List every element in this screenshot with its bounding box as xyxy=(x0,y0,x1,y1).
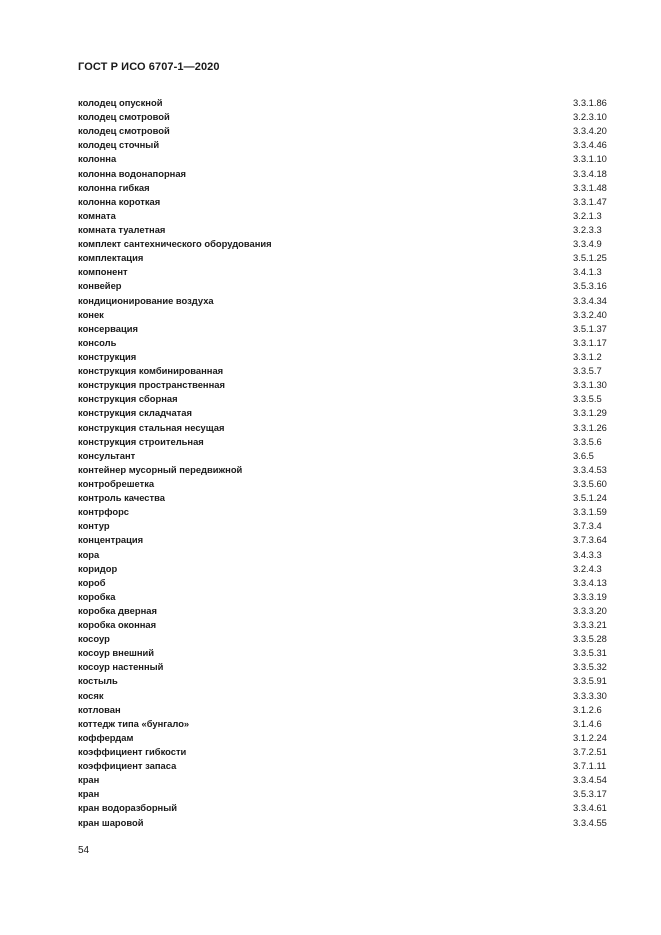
index-row xyxy=(78,660,611,674)
index-term: конструкция складчатая xyxy=(78,407,192,419)
index-row xyxy=(78,237,611,251)
index-row xyxy=(78,364,611,378)
index-row xyxy=(78,548,611,562)
index-row xyxy=(78,449,611,463)
index-code: 3.3.5.60 xyxy=(573,477,607,489)
index-code: 3.3.5.31 xyxy=(573,647,607,659)
index-code: 3.4.1.3 xyxy=(573,266,602,278)
index-code: 3.3.4.46 xyxy=(573,139,607,151)
index-row xyxy=(78,322,611,336)
index-row xyxy=(78,703,611,717)
index-term: колонна водонапорная xyxy=(78,167,187,179)
index-code: 3.3.2.40 xyxy=(573,308,607,320)
index-term: коридор xyxy=(78,562,118,574)
index-row xyxy=(78,576,611,590)
index-term: конек xyxy=(78,308,104,320)
index-row xyxy=(78,294,611,308)
index-code: 3.3.1.59 xyxy=(573,506,607,518)
index-row xyxy=(78,124,611,138)
index-term: кран водоразборный xyxy=(78,802,177,814)
index-term: косоур внешний xyxy=(78,647,155,659)
index-code: 3.3.4.9 xyxy=(573,238,602,250)
index-row xyxy=(78,435,611,449)
index-term: контробрешетка xyxy=(78,477,155,489)
index-code: 3.3.3.20 xyxy=(573,604,607,616)
index-code: 3.3.3.30 xyxy=(573,689,607,701)
index-term: коттедж типа «бунгало» xyxy=(78,717,190,729)
index-term: котлован xyxy=(78,703,121,715)
index-row xyxy=(78,308,611,322)
index-row xyxy=(78,223,611,237)
index-code: 3.1.2.6 xyxy=(573,703,602,715)
index-row xyxy=(78,759,611,773)
index-term: концентрация xyxy=(78,534,144,546)
term-index-list xyxy=(78,96,611,830)
index-code: 3.3.5.7 xyxy=(573,365,602,377)
index-term: конструкция сборная xyxy=(78,393,178,405)
index-row xyxy=(78,265,611,279)
index-term: конструкция пространственная xyxy=(78,379,225,391)
index-code: 3.2.3.3 xyxy=(573,223,602,235)
index-code: 3.3.5.6 xyxy=(573,435,602,447)
index-row xyxy=(78,279,611,293)
index-code: 3.7.1.11 xyxy=(573,760,607,772)
index-row xyxy=(78,110,611,124)
index-term: компонент xyxy=(78,266,128,278)
index-code: 3.3.4.55 xyxy=(573,816,607,828)
index-term: кондиционирование воздуха xyxy=(78,294,214,306)
index-code: 3.6.5 xyxy=(573,449,594,461)
index-term: контрфорс xyxy=(78,506,130,518)
index-term: комплект сантехнического оборудования xyxy=(78,238,272,250)
index-term: коробка xyxy=(78,590,116,602)
index-term: косоур настенный xyxy=(78,661,164,673)
index-row xyxy=(78,745,611,759)
index-row xyxy=(78,195,611,209)
index-code: 3.3.1.10 xyxy=(573,153,607,165)
index-term: короб xyxy=(78,576,106,588)
index-code: 3.7.2.51 xyxy=(573,746,607,758)
index-row xyxy=(78,392,611,406)
index-term: конструкция xyxy=(78,350,137,362)
index-term: конструкция стальная несущая xyxy=(78,421,225,433)
index-term: контроль качества xyxy=(78,492,165,504)
index-row xyxy=(78,519,611,533)
index-row xyxy=(78,562,611,576)
index-term: колодец смотровой xyxy=(78,125,170,137)
index-row xyxy=(78,604,611,618)
index-term: контур xyxy=(78,520,110,532)
index-term: комната туалетная xyxy=(78,223,166,235)
index-term: комната xyxy=(78,209,116,221)
index-term: косоур xyxy=(78,633,110,645)
index-row xyxy=(78,421,611,435)
index-row xyxy=(78,505,611,519)
index-code: 3.3.5.32 xyxy=(573,661,607,673)
index-term: колодец смотровой xyxy=(78,111,170,123)
index-code: 3.5.1.37 xyxy=(573,322,607,334)
index-term: конструкция комбинированная xyxy=(78,365,224,377)
index-code: 3.5.1.25 xyxy=(573,252,607,264)
index-code: 3.3.1.17 xyxy=(573,336,607,348)
index-row xyxy=(78,477,611,491)
index-code: 3.3.3.21 xyxy=(573,619,607,631)
index-code: 3.3.4.18 xyxy=(573,167,607,179)
index-code: 3.3.1.30 xyxy=(573,379,607,391)
index-row xyxy=(78,632,611,646)
index-term: кран шаровой xyxy=(78,816,144,828)
index-term: колонна гибкая xyxy=(78,181,150,193)
index-code: 3.5.1.24 xyxy=(573,492,607,504)
index-code: 3.5.3.17 xyxy=(573,788,607,800)
index-code: 3.4.3.3 xyxy=(573,548,602,560)
index-term: комплектация xyxy=(78,252,144,264)
index-code: 3.3.4.61 xyxy=(573,802,607,814)
index-row xyxy=(78,491,611,505)
index-code: 3.1.4.6 xyxy=(573,717,602,729)
document-header: ГОСТ Р ИСО 6707-1—2020 xyxy=(78,61,220,73)
index-code: 3.3.4.34 xyxy=(573,294,607,306)
index-term: колонна короткая xyxy=(78,195,161,207)
index-code: 3.1.2.24 xyxy=(573,731,607,743)
index-row xyxy=(78,674,611,688)
index-code: 3.3.5.91 xyxy=(573,675,607,687)
index-row xyxy=(78,787,611,801)
index-code: 3.3.5.5 xyxy=(573,393,602,405)
index-code: 3.3.1.26 xyxy=(573,421,607,433)
index-row xyxy=(78,181,611,195)
index-term: консервация xyxy=(78,322,138,334)
page-number: 54 xyxy=(78,845,90,856)
index-code: 3.3.1.47 xyxy=(573,195,607,207)
index-term: костыль xyxy=(78,675,118,687)
index-term: коэффициент гибкости xyxy=(78,746,187,758)
index-code: 3.7.3.4 xyxy=(573,520,602,532)
index-row xyxy=(78,167,611,181)
index-term: контейнер мусорный передвижной xyxy=(78,463,243,475)
index-row xyxy=(78,731,611,745)
index-row xyxy=(78,406,611,420)
index-term: коробка дверная xyxy=(78,604,157,616)
index-code: 3.3.1.86 xyxy=(573,97,607,108)
index-row xyxy=(78,618,611,632)
index-code: 3.5.3.16 xyxy=(573,280,607,292)
index-row xyxy=(78,96,611,110)
index-row xyxy=(78,801,611,815)
index-row xyxy=(78,533,611,547)
index-row xyxy=(78,378,611,392)
index-term: коэффициент запаса xyxy=(78,760,177,772)
index-row xyxy=(78,152,611,166)
index-term: консоль xyxy=(78,336,117,348)
index-row xyxy=(78,138,611,152)
index-code: 3.2.1.3 xyxy=(573,209,602,221)
index-term: колонна xyxy=(78,153,117,165)
index-term: конструкция строительная xyxy=(78,435,204,447)
index-row xyxy=(78,209,611,223)
index-row xyxy=(78,590,611,604)
index-term: кран xyxy=(78,774,100,786)
index-row xyxy=(78,816,611,830)
index-row xyxy=(78,646,611,660)
index-code: 3.2.3.10 xyxy=(573,111,607,123)
index-code: 3.3.4.20 xyxy=(573,125,607,137)
index-code: 3.3.5.28 xyxy=(573,633,607,645)
index-term: конвейер xyxy=(78,280,122,292)
index-term: колодец опускной xyxy=(78,97,163,108)
index-row xyxy=(78,717,611,731)
index-term: колодец сточный xyxy=(78,139,160,151)
index-row xyxy=(78,251,611,265)
index-code: 3.3.1.2 xyxy=(573,350,602,362)
index-term: кран xyxy=(78,788,100,800)
index-term: коробка оконная xyxy=(78,619,157,631)
index-code: 3.3.4.54 xyxy=(573,774,607,786)
index-row xyxy=(78,336,611,350)
index-term: коффердам xyxy=(78,731,134,743)
index-code: 3.3.1.48 xyxy=(573,181,607,193)
index-row xyxy=(78,350,611,364)
index-row xyxy=(78,689,611,703)
index-code: 3.2.4.3 xyxy=(573,562,602,574)
index-term: кора xyxy=(78,548,100,560)
index-code: 3.3.1.29 xyxy=(573,407,607,419)
index-term: косяк xyxy=(78,689,104,701)
index-code: 3.3.4.13 xyxy=(573,576,607,588)
index-code: 3.7.3.64 xyxy=(573,534,607,546)
index-term: консультант xyxy=(78,449,136,461)
index-row xyxy=(78,773,611,787)
index-code: 3.3.3.19 xyxy=(573,590,607,602)
index-row xyxy=(78,463,611,477)
index-code: 3.3.4.53 xyxy=(573,463,607,475)
